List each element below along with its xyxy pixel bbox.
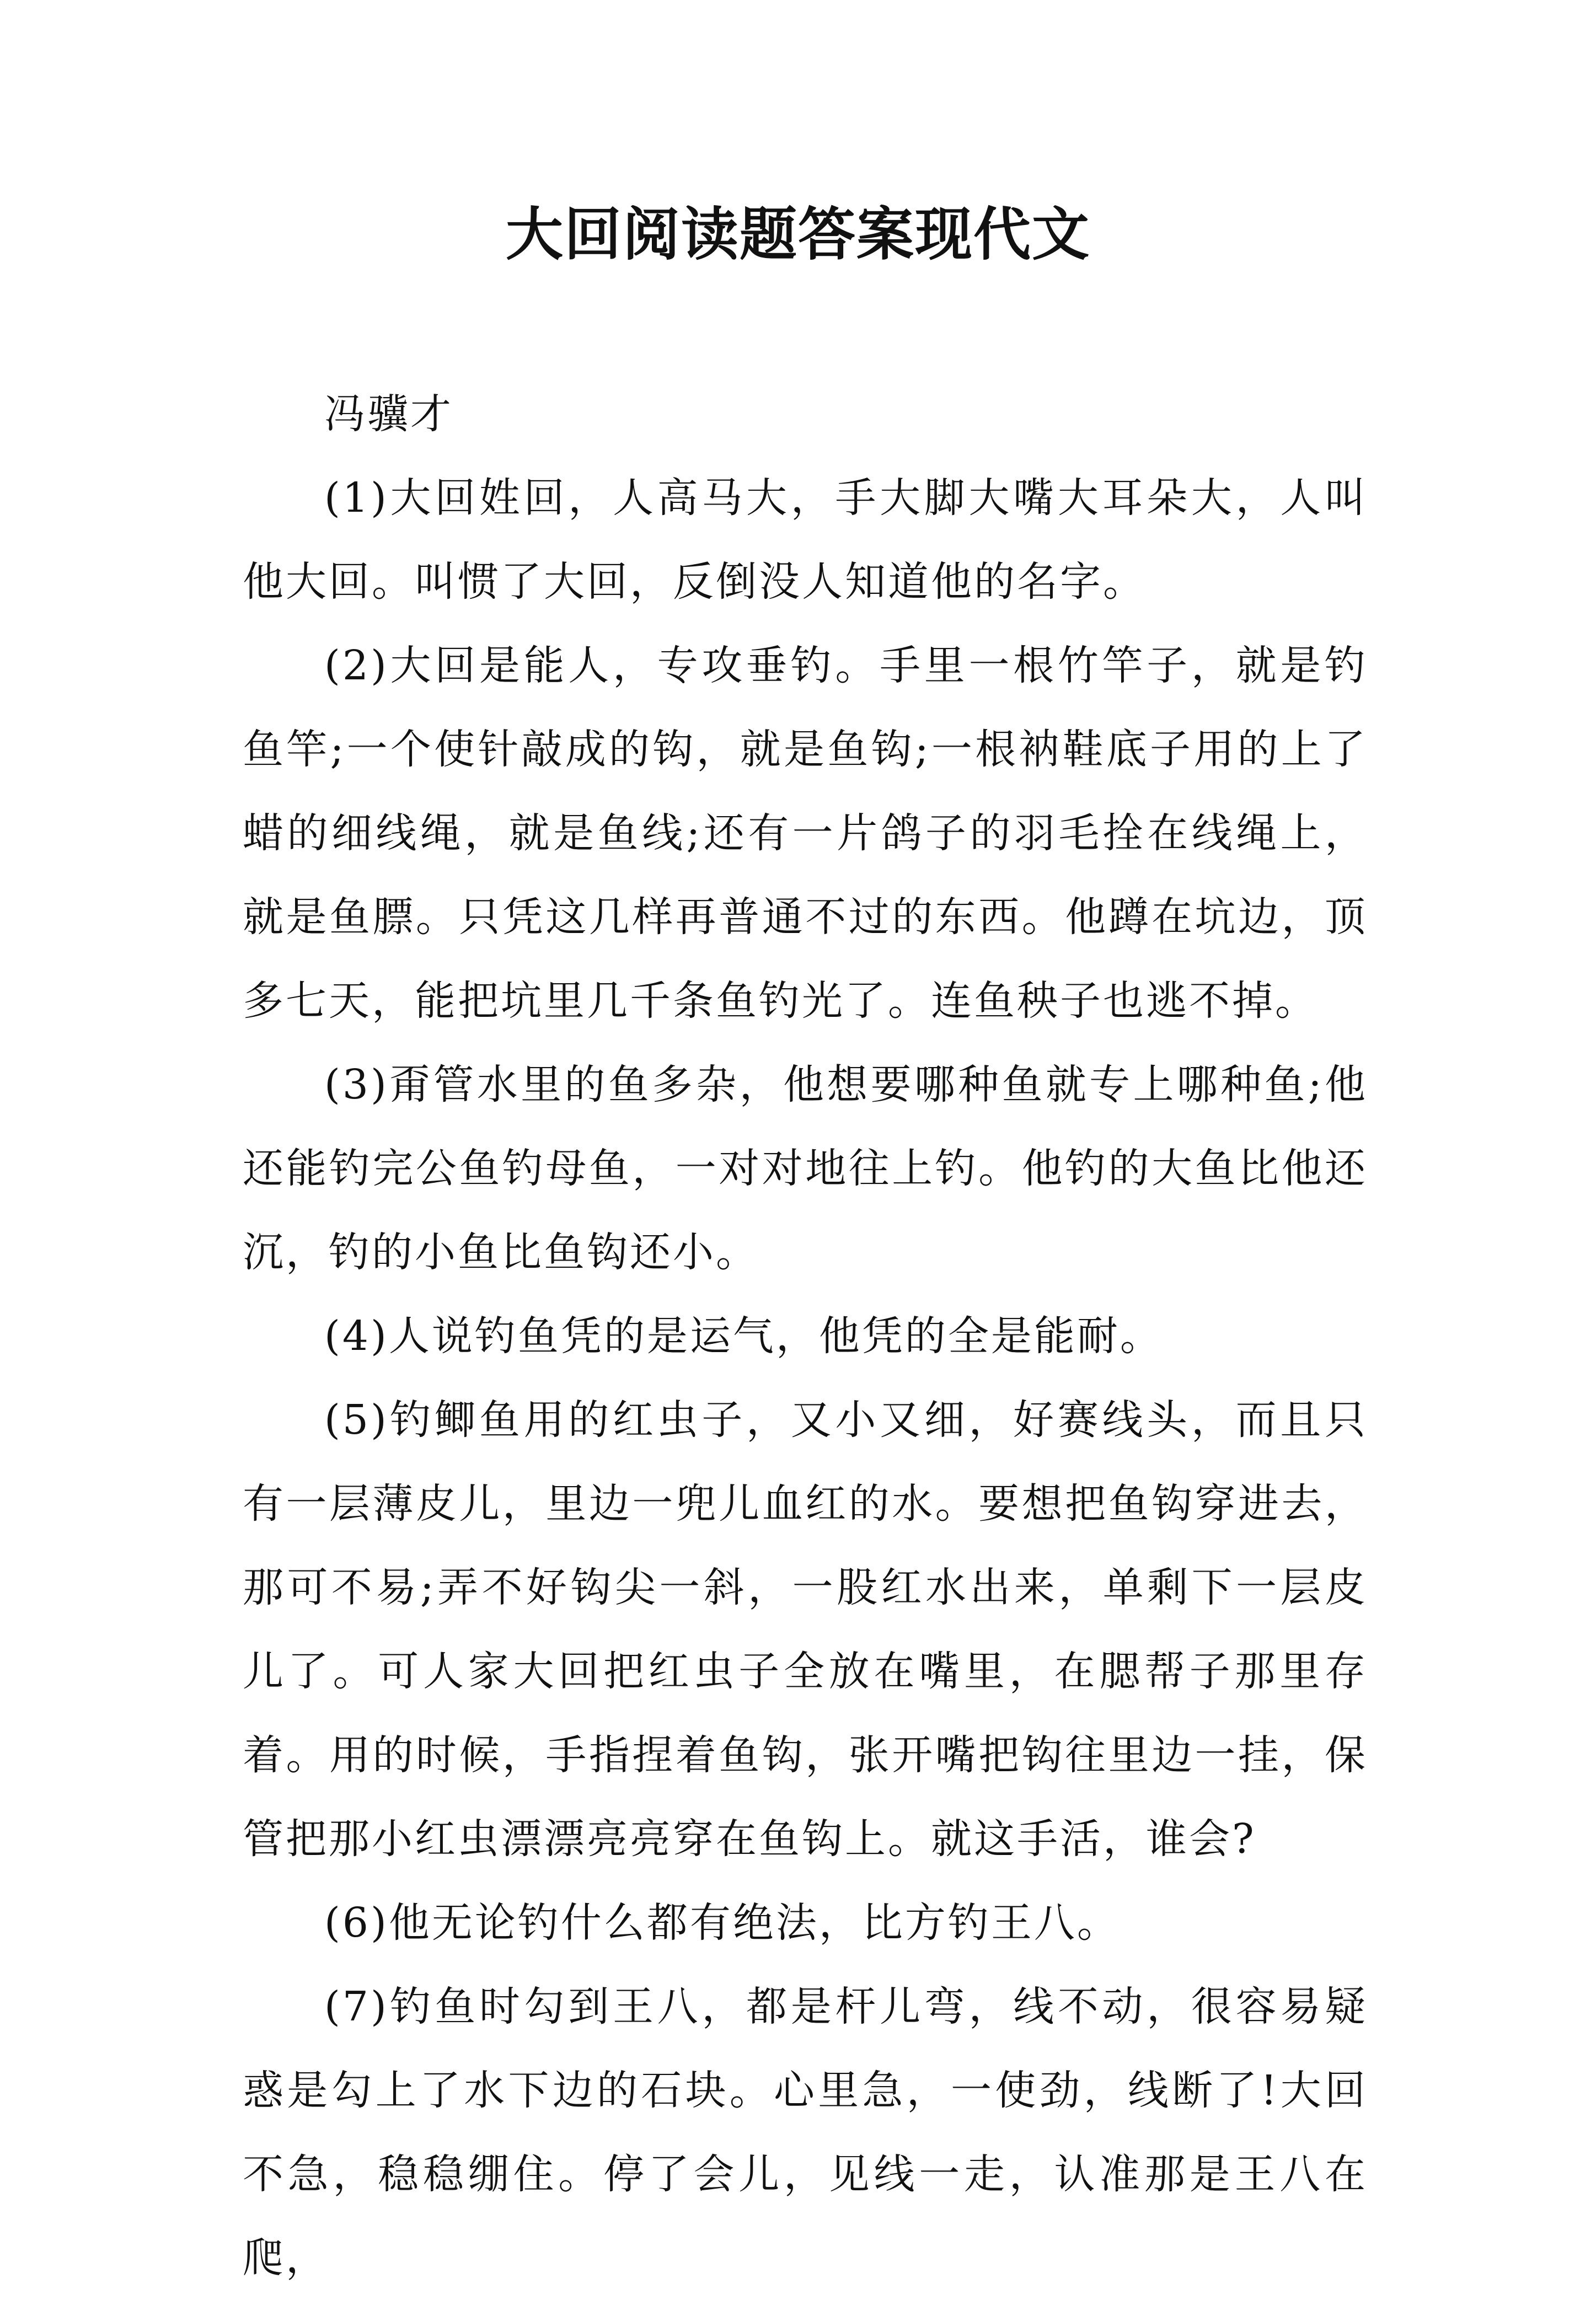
paragraph: (4)人说钓鱼凭的是运气，他凭的全是能耐。 [324,1312,1163,1360]
article-body [243,372,1368,2300]
paragraph: (2)大回是能人，专攻垂钓。手里一根竹竿子，就是钓鱼竿;一个使针敲成的钩，就是鱼钩;一根衲鞋底子用的上了蜡的细线绳，就是鱼线;还有一片鸽子的羽毛拴在线绳上，就是鱼膘。只凭这几样再普通不过的东西。他蹲在坑边，顶多七天，能把坑里几千条鱼钓光了。连鱼秧子也逃不掉。 [243,642,1368,1025]
paragraph: (3)甭管水里的鱼多杂，他想要哪种鱼就专上哪种鱼;他还能钓完公鱼钓母鱼，一对对地往上钓。他钓的大鱼比他还沉，钓的小鱼比鱼钩还小。 [243,1061,1368,1276]
paragraph: (1)大回姓回，人高马大，手大脚大嘴大耳朵大，人叫他大回。叫惯了大回，反倒没人知道他的名字。 [243,474,1368,605]
paragraph: (5)钓鲫鱼用的红虫子，又小又细，好赛线头，而且只有一层薄皮儿，里边一兜儿血红的水。要想把鱼钩穿进去，那可不易;弄不好钩尖一斜，一股红水出来，单剩下一层皮儿了。可人家大回把红虫子全放在嘴里，在腮帮子那里存着。用的时候，手指捏着鱼钩，张开嘴把钩往里边一挂，保管把那小红虫漂漂亮亮穿在鱼钩上。就这手活，谁会? [243,1396,1368,1863]
paragraph: (7)钓鱼时勾到王八，都是杆儿弯，线不动，很容易疑惑是勾上了水下边的石块。心里急，一使劲，线断了!大回不急，稳稳绷住。停了会儿，见线一走，认准那是王八在爬， [243,1983,1368,2282]
paragraph: (6)他无论钓什么都有绝法，比方钓王八。 [324,1899,1120,1947]
author-line: 冯骥才 [324,390,453,438]
document-title: 大回阅读题答案现代文 [505,200,1090,268]
